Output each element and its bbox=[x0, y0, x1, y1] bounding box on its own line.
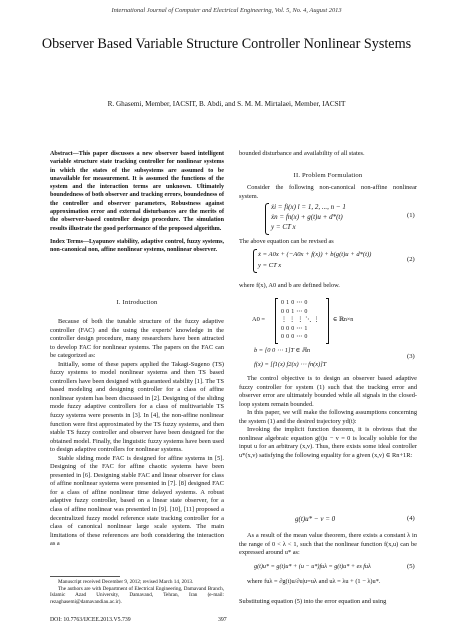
paragraph: The control objective is to design an observer based adaptive fuzzy controller for system (1) such that the tracking error and observer error are ultimately bounded while all signals in the closed-loop system remain bounded. bbox=[239, 375, 417, 408]
authors: R. Ghasemi, Member, IACSIT, B. Abdi, and S. M. M. Mirtalaei, Member, IACSIT bbox=[107, 100, 346, 108]
paragraph: where fuλ = ∂g(t)u/∂u|u=uλ and uλ = λu + (1 − λ)u*. bbox=[247, 578, 381, 585]
b-vector: b = [0 0 ⋯ 1]T ∈ ℝn bbox=[254, 347, 311, 354]
intro-paragraph: Initially, some of these papers applied the Takagi-Sugeno (TS) fuzzy systems to model nonlinear systems and then TS based controllers have been designed with guaranteed stability [1]. The TS based modeling and designing controller for a class of affine nonlinear system has been discussed in [2]. Designing of the sliding mode fuzzy adaptive controllers for a class of multivariable TS fuzzy systems were presents in [3]. In [4], the non-affine nonlinear function were first approximated by the TS fuzzy systems, and then stable TS fuzzy controller and observer have been designed for the obtained model. Finally, the linguistic fuzzy systems have been used to design adaptive controllers for nonlinear systems. bbox=[50, 360, 224, 454]
footnote-rule bbox=[50, 576, 120, 577]
equation-number: (3) bbox=[407, 353, 415, 360]
matrix-row: 0 0 1 ⋯ 0 bbox=[281, 308, 308, 315]
right-para-9 bbox=[239, 598, 417, 607]
equation-line: ẋ = A0x + (−A0x + f(x)) + b(g(t)u + d*(t)) bbox=[258, 251, 372, 258]
paragraph: The above equation can be revised as bbox=[239, 238, 334, 245]
paragraph: Invoking the implicit function theorem, it is obvious that the nonlinear algebraic equation g(t)u − v = 0 is locally soluble for the input u for an arbitrary (x,v). Thus, there exists some ideal controller u*(x,v) satisfying the following equality for a given (x,v) ∈ Rn+1R: bbox=[239, 426, 417, 459]
equation-1 bbox=[271, 202, 346, 232]
doi: DOI: 10.7763/IJCEE.2013.V5.739 bbox=[50, 617, 131, 623]
a0-set: ∈ ℝn×n bbox=[333, 317, 354, 323]
intro-paragraph: Because of both the tunable structure of the fuzzy adaptive controller (FAC) and the using the experts' knowledge in the controller design procedure, many researchers have been attracted to develop FAC for nonlinear systems. The papers on the FAC can be categorized as: bbox=[50, 318, 224, 360]
intro-paragraph: Stable sliding mode FAC is designed for affine systems in [5]. Designing of the FAC for affine chaotic systems have been presented in [6]. Designing stable FAC and linear observer for class of affine nonlinear systems were presented in [7]. [8] designed FAC for a class of affine nonlinear time delayed systems. A robust adaptive fuzzy controller, based on a linear state observer, for a class of affine nonlinear was presented in [9]. [10], [11] proposed a decentralized fuzzy model reference state tracking controller for a class of canonical nonlinear large scale system. The main limitations of these references are both considering the interaction as a bbox=[50, 454, 224, 548]
matrix-row: ⋮ ⋮ ⋮ ⋱ ⋮ bbox=[281, 317, 320, 324]
footnote bbox=[50, 579, 224, 605]
paragraph: Substituting equation (5) into the error equation and using bbox=[239, 598, 387, 605]
equation-line: ẋi = fi(x) l = 1, 2, ..., n − 1 bbox=[271, 203, 346, 211]
matrix-row: 0 0 0 ⋯ 0 bbox=[281, 334, 308, 341]
equation-line: y = CT x bbox=[258, 262, 282, 269]
equation-number: (2) bbox=[407, 256, 415, 263]
equation-brace bbox=[265, 203, 269, 235]
equation-number: (5) bbox=[407, 563, 415, 570]
equation-5: g(t)u* = g(t)u* + (u − u*)fuλ = g(t)u* + es fuλ bbox=[254, 563, 371, 570]
a0-matrix bbox=[281, 299, 320, 342]
paper-title: Observer Based Variable Structure Controller Nonlinear Systems bbox=[41, 36, 412, 52]
section-intro-heading bbox=[50, 299, 224, 308]
right-body bbox=[239, 375, 417, 460]
right-para-0 bbox=[239, 150, 417, 159]
right-para-7 bbox=[239, 532, 417, 558]
right-para-8 bbox=[239, 578, 417, 587]
section-heading: I. Introduction bbox=[116, 299, 158, 306]
right-para-2 bbox=[239, 238, 417, 247]
matrix-bracket-left bbox=[275, 298, 278, 344]
equation-line: y = CT x bbox=[271, 223, 296, 231]
section-heading: II. Problem Formulation bbox=[293, 172, 363, 179]
equation-number: (4) bbox=[407, 515, 415, 522]
index-terms bbox=[50, 238, 224, 255]
matrix-row: 0 0 0 ⋯ 1 bbox=[281, 325, 308, 332]
footnote-line: The authors are with Department of Electrical Engineering, Damavand Branch, Islamic Azad University, Damavand, Tehran, Iran (e-mail: rezaghasemi@damavandiau.ac.ir). bbox=[50, 585, 224, 605]
equation-brace bbox=[253, 249, 257, 273]
equation-2 bbox=[258, 249, 371, 271]
right-para-3 bbox=[239, 282, 417, 291]
page-number: 397 bbox=[218, 617, 227, 623]
abstract bbox=[50, 150, 224, 233]
equation-4: g(t)u* − v = 0 bbox=[295, 515, 336, 523]
f-vector: f(x) = [f1(x) f2(x) ⋯ fn(x)]T bbox=[254, 361, 327, 368]
a0-label: A0 = bbox=[252, 316, 266, 323]
paragraph: Consider the following non-canonical non-affine nonlinear system. bbox=[239, 184, 417, 200]
right-para-1 bbox=[239, 184, 417, 201]
journal-header: International Journal of Computer and Electrical Engineering, Vol. 5, No. 4, August 2013 bbox=[111, 7, 342, 14]
equation-line: ẋn = fn(x) + g(t)u + d*(t) bbox=[271, 213, 343, 221]
section-problem-heading bbox=[239, 172, 417, 181]
equation-number: (1) bbox=[407, 212, 415, 219]
intro-body bbox=[50, 318, 224, 549]
index-terms-text: Index Terms—Lyapunov stability, adaptive control, fuzzy systems, non-canonical non, affine nonlinear systems, nonlinear observer. bbox=[50, 239, 224, 254]
paragraph: In this paper, we will make the following assumptions concerning the system (1) and the desired trajectory yd(t): bbox=[239, 409, 417, 425]
matrix-bracket-right bbox=[326, 298, 329, 344]
paragraph: where f(x), A0 and b are defined below. bbox=[239, 282, 340, 289]
abstract-text: Abstract—This paper discusses a new observer based intelligent variable structure state tracking controller for nonlinear systems in which the states of the subsystems are assumed to be unavailable for measurement. It is assumed the functions of the system and the interaction terms are unknown. Ultimately boundedness of both observer and tracking errors, boundedness of the controller and observer parameters, Robustness against approximation error and external disturbances are the merits of the observer-based controller design procedure. The simulation results illustrate the good performance of the proposed algorithm. bbox=[50, 151, 224, 232]
matrix-row: 0 1 0 ⋯ 0 bbox=[281, 300, 308, 306]
footnote-line: Manuscript received December 9, 2012; revised March 14, 2013. bbox=[58, 579, 194, 585]
paragraph: As a result of the mean value theorem, there exists a constant λ in the range of 0 < λ < 1, such that the nonlinear function f(x,u) can be expressed around u* as: bbox=[239, 532, 417, 557]
paragraph: bounded disturbance and availability of all states. bbox=[239, 150, 365, 157]
